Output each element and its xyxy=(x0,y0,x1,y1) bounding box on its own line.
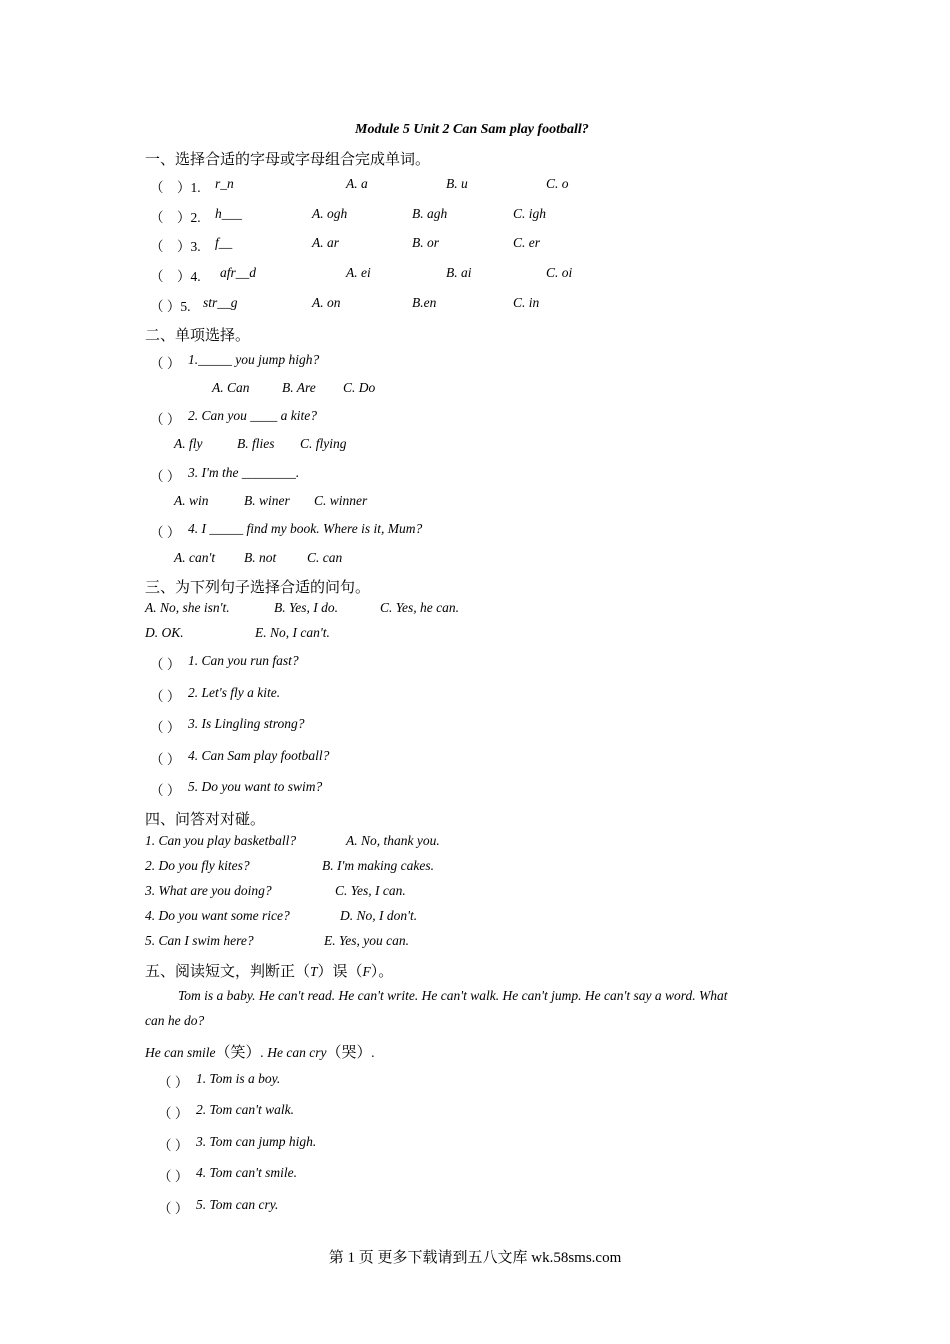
match-answer: E. Yes, you can. xyxy=(324,933,409,948)
answer-blank: （ ） xyxy=(150,783,181,798)
section-3-heading: 三、为下列句子选择合适的问句。 xyxy=(145,580,371,596)
reading-passage-line-3: He can smile（笑）. He can cry（哭）. xyxy=(145,1045,375,1061)
answer-blank: （ ） xyxy=(158,1075,189,1090)
section-4-heading: 四、问答对对碰。 xyxy=(145,812,266,828)
answer-option: D. OK. xyxy=(145,625,184,640)
option-c: C. in xyxy=(513,295,540,310)
answer-blank: （ ） xyxy=(158,1138,189,1153)
word-puzzle: f__ xyxy=(215,235,233,250)
match-question: 1. Can you play basketball? xyxy=(145,833,297,848)
option-c: C. flying xyxy=(300,436,347,451)
answer-blank: （ ） xyxy=(150,752,181,767)
answer-option: E. No, I can't. xyxy=(255,625,330,640)
question-text: 4. Can Sam play football? xyxy=(188,748,330,763)
section-1-heading: 一、选择合适的字母或字母组合完成单词。 xyxy=(145,152,431,168)
match-answer: D. No, I don't. xyxy=(340,908,418,923)
option-a: A. ar xyxy=(312,235,339,250)
option-a: A. Can xyxy=(212,380,250,395)
answer-blank: （ ） xyxy=(150,525,181,540)
question-text: 2. Can you ____ a kite? xyxy=(188,408,317,423)
answer-blank: （ ）4. xyxy=(150,269,201,284)
answer-blank: （ ）3. xyxy=(150,239,201,254)
answer-option: A. No, she isn't. xyxy=(145,600,230,615)
answer-blank: （ ） xyxy=(150,469,181,484)
answer-option: B. Yes, I do. xyxy=(274,600,339,615)
statement-text: 2. Tom can't walk. xyxy=(196,1102,295,1117)
answer-blank: （ ）1. xyxy=(150,180,201,195)
option-a: A. a xyxy=(346,176,368,191)
answer-option: C. Yes, he can. xyxy=(380,600,460,615)
option-c: C. er xyxy=(513,235,540,250)
option-b: B. Are xyxy=(282,380,316,395)
option-b: B.en xyxy=(412,295,437,310)
option-a: A. ogh xyxy=(312,206,348,221)
match-question: 3. What are you doing? xyxy=(145,883,272,898)
match-question: 2. Do you fly kites? xyxy=(145,858,250,873)
word-puzzle: str__g xyxy=(203,295,238,310)
option-a: A. fly xyxy=(174,436,203,451)
answer-blank: （ ） xyxy=(150,657,181,672)
match-answer: B. I'm making cakes. xyxy=(322,858,434,873)
statement-text: 5. Tom can cry. xyxy=(196,1197,279,1212)
option-b: B. or xyxy=(412,235,439,250)
option-a: A. on xyxy=(312,295,341,310)
option-c: C. o xyxy=(546,176,569,191)
match-question: 4. Do you want some rice? xyxy=(145,908,290,923)
answer-blank: （ ） xyxy=(158,1106,189,1121)
match-question: 5. Can I swim here? xyxy=(145,933,254,948)
answer-blank: （ ）5. xyxy=(150,299,191,314)
question-text: 1._____ you jump high? xyxy=(188,352,320,367)
word-puzzle: h___ xyxy=(215,206,242,221)
statement-text: 3. Tom can jump high. xyxy=(196,1134,317,1149)
option-c: C. igh xyxy=(513,206,547,221)
page-footer: 第 1 页 更多下载请到五八文库 wk.58sms.com xyxy=(328,1250,622,1266)
match-answer: C. Yes, I can. xyxy=(335,883,406,898)
reading-passage-line-2: can he do? xyxy=(145,1013,205,1028)
option-b: B. ai xyxy=(446,265,472,280)
match-answer: A. No, thank you. xyxy=(346,833,440,848)
option-b: B. flies xyxy=(237,436,275,451)
page-title: Module 5 Unit 2 Can Sam play football? xyxy=(355,122,589,137)
option-c: C. Do xyxy=(343,380,376,395)
question-text: 3. Is Lingling strong? xyxy=(188,716,305,731)
section-5-heading: 五、阅读短文，判断正（T）误（F）。 xyxy=(145,964,394,980)
option-a: A. can't xyxy=(174,550,216,565)
option-a: A. ei xyxy=(346,265,371,280)
answer-blank: （ ） xyxy=(158,1169,189,1184)
answer-blank: （ ） xyxy=(150,356,181,371)
word-puzzle: afr__d xyxy=(220,265,257,280)
question-text: 2. Let's fly a kite. xyxy=(188,685,281,700)
answer-blank: （ ） xyxy=(150,689,181,704)
option-b: B. winer xyxy=(244,493,290,508)
option-b: B. not xyxy=(244,550,277,565)
answer-blank: （ ） xyxy=(150,720,181,735)
question-text: 1. Can you run fast? xyxy=(188,653,299,668)
option-c: C. can xyxy=(307,550,343,565)
option-c: C. winner xyxy=(314,493,368,508)
option-b: B. u xyxy=(446,176,468,191)
answer-blank: （ ） xyxy=(150,412,181,427)
option-c: C. oi xyxy=(546,265,573,280)
question-text: 4. I _____ find my book. Where is it, Mum? xyxy=(188,521,423,536)
word-puzzle: r_n xyxy=(215,176,234,191)
question-text: 5. Do you want to swim? xyxy=(188,779,323,794)
option-b: B. agh xyxy=(412,206,448,221)
question-text: 3. I'm the ________. xyxy=(188,465,300,480)
statement-text: 4. Tom can't smile. xyxy=(196,1165,298,1180)
section-2-heading: 二、单项选择。 xyxy=(145,328,251,344)
answer-blank: （ ）2. xyxy=(150,210,201,225)
statement-text: 1. Tom is a boy. xyxy=(196,1071,281,1086)
reading-passage-line-1: Tom is a baby. He can't read. He can't write. He can't walk. He can't jump. He can't say a word. What xyxy=(178,988,728,1003)
option-a: A. win xyxy=(174,493,209,508)
answer-blank: （ ） xyxy=(158,1201,189,1216)
